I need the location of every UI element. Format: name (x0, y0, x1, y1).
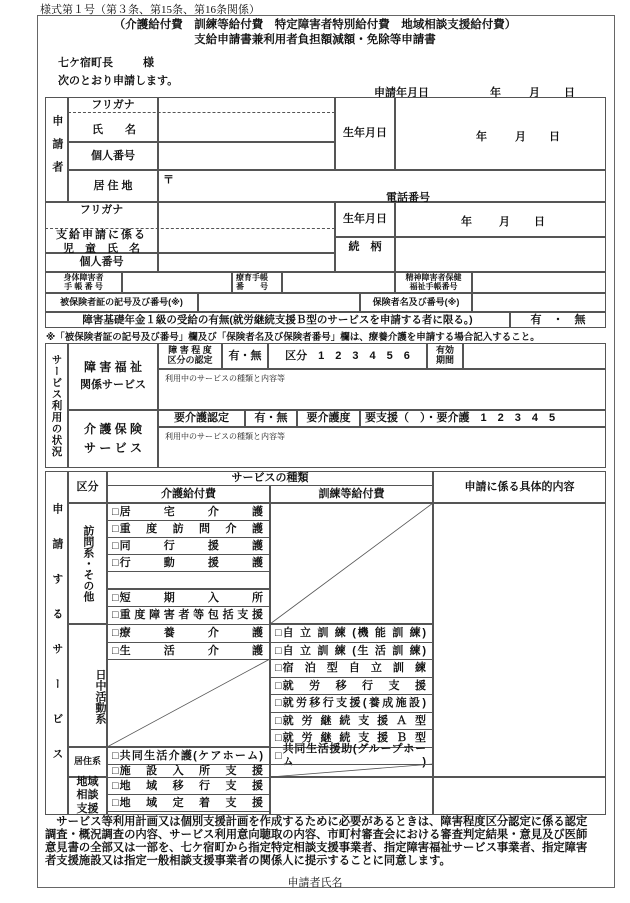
services-section-label: 申請するサービス (45, 471, 68, 815)
validity-line2: 期間 (435, 355, 454, 365)
service-label: 自 立 訓 練 (生 活 訓 練) (282, 644, 426, 657)
pension-choice[interactable]: 有 ・ 無 (510, 312, 606, 328)
checkbox[interactable]: □ (275, 732, 282, 745)
intro-text: 次のとおり申請します。 (58, 75, 179, 87)
physical-cert-label-line2: 手 帳 番 号 (64, 281, 103, 291)
service-label: 共同生活援助(グループホーム) (282, 743, 426, 768)
category-residential: 居住系 (68, 747, 107, 777)
service-label: 就労移行支援(養成施設) (282, 697, 426, 710)
care-label-line1: 介 護 保 険 (83, 421, 142, 436)
welfare-label-line2: 関係サービス (80, 379, 146, 392)
checkbox[interactable]: □ (112, 591, 119, 604)
application-year: 年 (490, 87, 501, 99)
mental-cert-label-line1: 精神障害者保健 (405, 272, 462, 282)
checkbox[interactable]: □ (275, 679, 282, 692)
mental-cert-label-line2: 福祉手帳番号 (409, 281, 458, 291)
title-line-1: （介護給付費 訓練等給付費 特定障害者特別給付費 地域相談支援給付費） (113, 19, 517, 31)
applicant-furigana-label: フリガナ (68, 97, 158, 142)
child-birth-day: 日 (534, 216, 545, 228)
child-my-number-label: 個人番号 (45, 253, 158, 272)
applicant-my-number-label: 個人番号 (68, 142, 158, 170)
honorific: 様 (143, 57, 154, 69)
ryoiku-cert-label-line1: 療育手帳 (236, 272, 268, 282)
service-types-header: サービスの種類 (107, 471, 433, 486)
service-label: 地域定着支援 (119, 796, 263, 809)
insurer-label: 保険者名及び番号(※) (360, 293, 472, 312)
service-label: 施 設 入 所 支 援 (119, 764, 263, 777)
applicant-birth-label: 生年月日 (335, 97, 395, 170)
category-visit: 訪問系・その他 (68, 503, 107, 624)
service-label: 居 宅 介 護 (119, 505, 263, 518)
postal-mark: 〒 (163, 174, 174, 186)
consent-text-line: 意見書の全部又は一部を、七ケ宿町から指定特定相談支援事業者、指定障害福祉サービス事業者、指定障害 (45, 842, 588, 854)
service-label: 療 養 介 護 (119, 627, 263, 640)
checkbox[interactable]: □ (275, 714, 282, 727)
service-label: 同 行 援 護 (119, 539, 263, 552)
checkbox[interactable]: □ (275, 627, 282, 640)
checkbox[interactable]: □ (112, 539, 119, 552)
service-label: 地 域 移 行 支 援 (119, 779, 263, 792)
checkbox[interactable]: □ (112, 764, 119, 777)
pension-label: 障害基礎年金１級の受給の有無(就労継続支援Ｂ型のサービスを申請する者に限る。) (45, 312, 510, 328)
service-label: 行 動 援 護 (119, 556, 263, 569)
welfare-current-services-field[interactable]: 利用中のサービスの種類と内容等 (158, 369, 606, 410)
care-benefit-header: 介護給付費 (107, 485, 270, 503)
title-line-2: 支給申請書兼利用者負担額減額・免除等申請書 (194, 34, 436, 46)
checkbox[interactable]: □ (112, 749, 119, 762)
checkbox[interactable]: □ (112, 609, 119, 622)
checkbox[interactable]: □ (275, 697, 282, 710)
child-birth-label: 生年月日 (335, 202, 395, 237)
service-label: 生 活 介 護 (119, 644, 263, 657)
addressee: 七ケ宿町長 (58, 57, 113, 69)
checkbox[interactable]: □ (275, 662, 282, 675)
service-label: 重度障害者等包括支援 (119, 609, 263, 622)
cert-label-line1: 障 害 程 度 (168, 345, 212, 356)
care-current-services-field[interactable]: 利用中のサービスの種類と内容等 (158, 427, 606, 468)
consent-text-line: 者支援施設又は指定一般相談支援事業者の関係人に提示することに同意します。 (45, 855, 451, 867)
child-name-label-line1: 支給申請に係る (56, 228, 147, 241)
service-label: 短 期 入 所 (119, 591, 263, 604)
insurance-note: ※「被保険者証の記号及び番号」欄及び「保険者名及び保険者番号」欄は、療養介護を申請する場合記入すること。 (46, 332, 540, 343)
checkbox[interactable]: □ (112, 522, 119, 535)
welfare-label-line1: 障 害 福 祉 (83, 360, 142, 375)
service-label: 共同生活介護(ケアホーム) (119, 749, 263, 762)
applicant-birth-year: 年 (476, 131, 487, 143)
checkbox[interactable]: □ (275, 749, 282, 762)
child-furigana-label: フリガナ (79, 204, 124, 216)
care-label-line2: サ ー ビ ス (83, 440, 142, 455)
disability-grade-options[interactable]: 区分 1 2 3 4 5 6 (268, 343, 427, 369)
validity-line1: 有効 (435, 345, 454, 356)
details-header: 申請に係る具体的内容 (433, 471, 606, 503)
signature-label: 申請者氏名 (287, 877, 343, 889)
child-name-label-line2: 児 童 氏 名 (63, 243, 140, 256)
care-level-label: 要介護度 (297, 410, 360, 427)
training-benefit-header: 訓練等給付費 (270, 485, 433, 503)
care-cert-label: 要介護認定 (158, 410, 245, 427)
consent-text-line: サービス等利用計画又は個別支援計画を作成するために必要があるときは、障害程度区分認定に係る認定 (45, 816, 588, 828)
service-label: 宿 泊 型 自 立 訓 練 (282, 662, 426, 675)
child-relation-label: 続 柄 (335, 237, 395, 272)
applicant-birth-month: 月 (515, 131, 526, 143)
physical-cert-label-line1: 身体障害者 (63, 272, 104, 282)
checkbox[interactable]: □ (112, 505, 119, 518)
application-day: 日 (564, 87, 575, 99)
care-cert-choice[interactable]: 有・無 (245, 410, 297, 427)
care-level-options[interactable]: 要支援（ ）・要介護 1 2 3 4 5 (360, 410, 606, 427)
ryoiku-cert-label-line2: 番 号 (236, 281, 268, 291)
application-month: 月 (529, 87, 540, 99)
service-label: 就 労 継 続 支 援 Ａ 型 (282, 714, 426, 727)
category-local-consultation: 地域相談支援 (68, 777, 107, 815)
service-label: 就 労 継 続 支 援 Ｂ 型 (282, 732, 426, 745)
applicant-birth-day: 日 (549, 131, 560, 143)
form-number: 様式第１号（第３条、第15条、第16条関係） (40, 4, 260, 16)
usage-section-label: サービス利用の状況 (45, 343, 68, 468)
checkbox[interactable]: □ (112, 556, 119, 569)
applicant-address-label: 居 住 地 (68, 170, 158, 202)
checkbox[interactable]: □ (275, 644, 282, 657)
service-label: 自 立 訓 練 (機 能 訓 練) (282, 627, 426, 640)
disability-grade-choice[interactable]: 有・無 (222, 343, 268, 369)
checkbox[interactable]: □ (112, 779, 119, 792)
phone-label: 電話番号 (386, 192, 430, 204)
checkbox[interactable]: □ (112, 627, 119, 640)
applicant-name-label: 氏 名 (92, 124, 136, 136)
checkbox[interactable]: □ (112, 644, 119, 657)
service-label: 重 度 訪 問 介 護 (119, 522, 263, 535)
child-birth-year: 年 (461, 216, 472, 228)
insured-number-label: 被保険者証の記号及び番号(※) (45, 293, 198, 312)
checkbox[interactable]: □ (112, 796, 119, 809)
applicant-section-label: 申請者 (45, 97, 68, 202)
cert-label-line2: 区分の認定 (167, 355, 213, 365)
child-birth-month: 月 (499, 216, 510, 228)
category-header: 区分 (68, 471, 107, 503)
application-date-label: 申請年月日 (374, 87, 429, 99)
category-day-activity: 日中活動系 (68, 624, 107, 747)
consent-text-line: 調査・概況調査の内容、サービス利用意向聴取の内容、市町村審査会における審査判定結果・意見及び医師 (45, 829, 588, 841)
service-label: 就 労 移 行 支 援 (282, 679, 426, 692)
